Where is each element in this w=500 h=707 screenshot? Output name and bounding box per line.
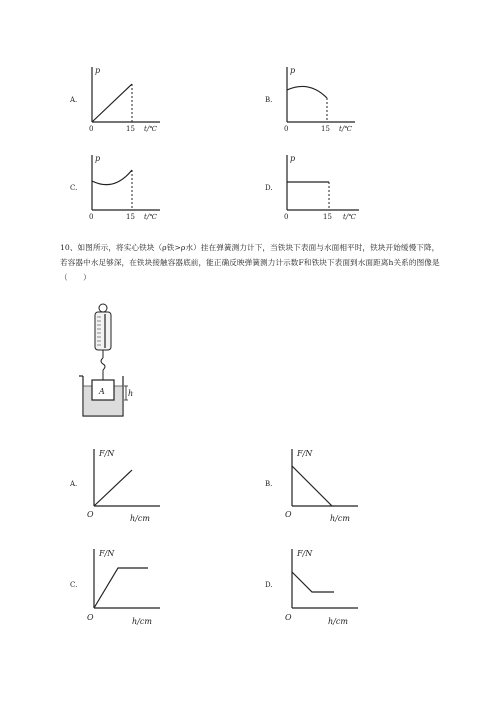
x-label: h/cm [328, 617, 348, 626]
x-label: h/cm [130, 514, 150, 523]
y-label: F/N [297, 449, 313, 458]
q10-option-a-letter: A. [70, 480, 78, 488]
top-ring [99, 304, 107, 312]
origin-label: 0 [89, 213, 94, 221]
x-label: t/℃ [339, 125, 353, 133]
q9-graph-a [84, 62, 164, 134]
y-label: p [290, 154, 296, 163]
curve [292, 572, 334, 592]
question-10-text: 10、如图所示，将实心铁块（ρ铁>ρ水）挂在弹簧测力计下，当铁块下表面与水面相平时，铁块开始缓慢下降，若容器中水足够深，在铁块接触容器底前，能正确反映弹簧测力计示数F和铁块下表面到水面距离h关系的图像是（ ） [60, 243, 440, 282]
tick-label: 15 [126, 125, 135, 133]
q10-option-b-letter: B. [265, 480, 273, 488]
q9-option-a-letter: A. [70, 96, 78, 104]
axes [92, 155, 160, 210]
curve [92, 84, 132, 122]
y-label: p [95, 154, 101, 163]
tick-label: 15 [126, 213, 135, 221]
origin-label: O [87, 510, 94, 519]
x-label: t/℃ [343, 213, 357, 221]
x-label: h/cm [132, 617, 152, 626]
axes [92, 67, 160, 122]
curve [94, 470, 132, 506]
q10-option-c-letter: C. [70, 581, 78, 589]
block-label: A [99, 387, 105, 396]
axes [287, 67, 355, 122]
y-label: p [290, 66, 296, 75]
spring-scale-figure [78, 300, 138, 420]
q9-option-c-letter: C. [70, 184, 78, 192]
origin-label: 0 [284, 125, 289, 133]
tick-label: 15 [321, 125, 330, 133]
q9-graph-c [84, 150, 164, 222]
q10-graph-a [84, 444, 174, 526]
origin-label: O [87, 613, 94, 622]
curve [292, 466, 332, 506]
hook [101, 358, 105, 370]
y-label: F/N [99, 449, 115, 458]
q10-option-d-letter: D. [265, 581, 273, 589]
origin-label: O [285, 613, 292, 622]
q10-graph-d [282, 544, 372, 628]
q9-option-b-letter: B. [265, 96, 273, 104]
scale-body [95, 312, 111, 350]
y-label: F/N [99, 549, 115, 558]
origin-label: 0 [284, 213, 289, 221]
y-label: F/N [297, 549, 313, 558]
q9-graph-b [279, 62, 359, 134]
x-label: t/℃ [144, 213, 158, 221]
tick-label: 15 [323, 213, 332, 221]
depth-label: h [128, 389, 134, 398]
x-label: t/℃ [144, 125, 158, 133]
curve [287, 86, 327, 98]
q9-graph-d [279, 150, 367, 222]
curve [92, 170, 132, 185]
origin-label: O [285, 510, 292, 519]
y-label: p [95, 66, 101, 75]
q10-graph-c [84, 544, 174, 628]
x-label: h/cm [330, 514, 350, 523]
curve [94, 568, 148, 608]
q9-option-d-letter: D. [265, 184, 273, 192]
q10-graph-b [282, 444, 372, 526]
origin-label: 0 [89, 125, 94, 133]
